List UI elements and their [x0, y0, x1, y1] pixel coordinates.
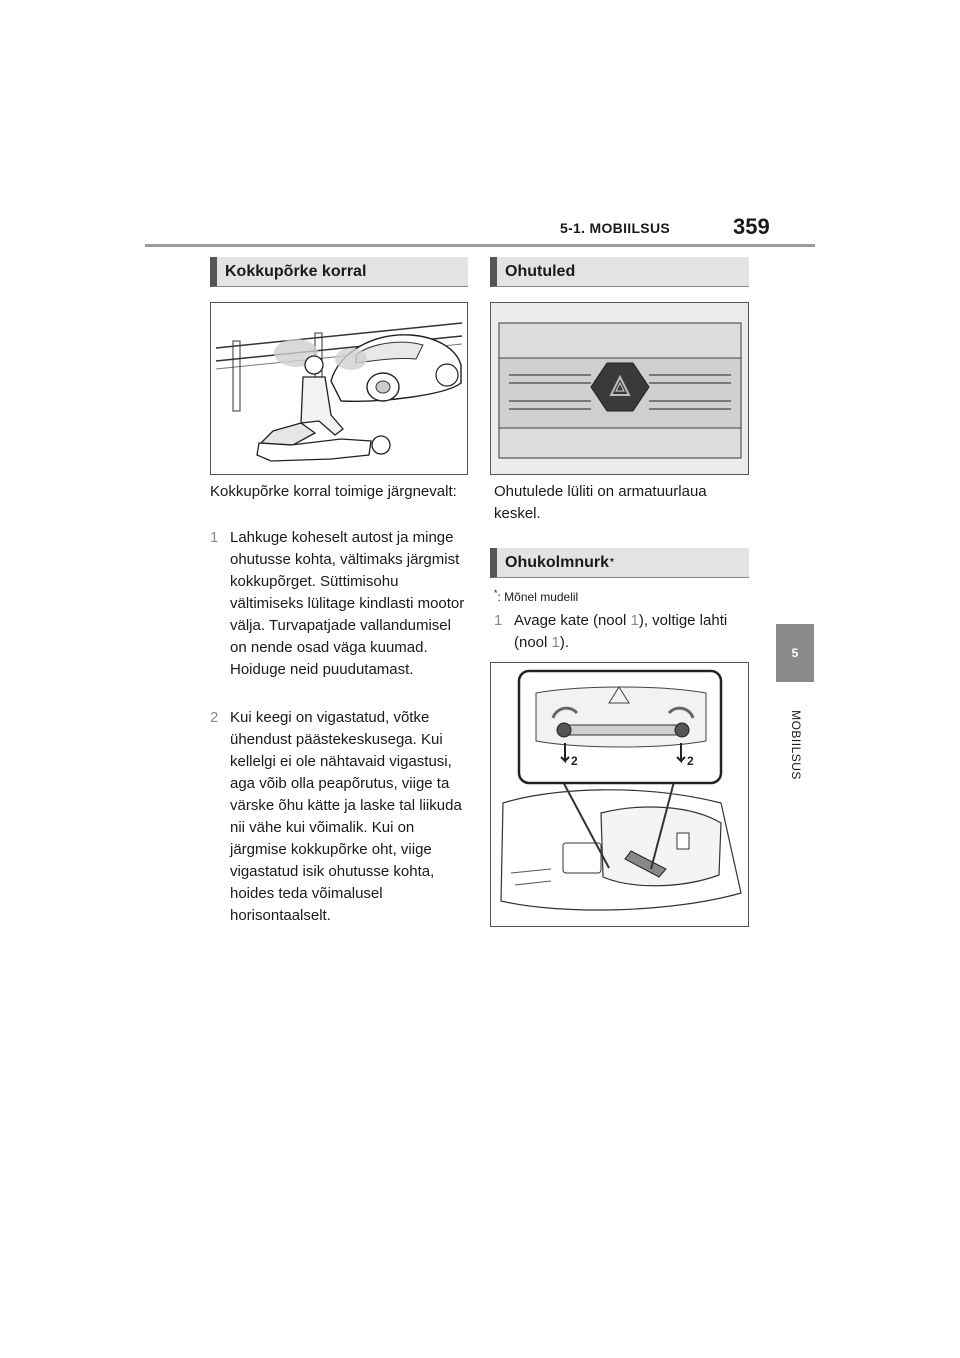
heading-hazard-lights	[490, 257, 749, 287]
footnote-text: : Mõnel mudelil	[497, 590, 579, 604]
heading-collision-text: Kokkupõrke korral	[225, 262, 367, 280]
section-label: 5-1. MOBIILSUS	[560, 220, 670, 236]
collision-step-1	[210, 527, 466, 681]
heading-warning-triangle	[490, 548, 749, 578]
hazard-description: Ohutulede lüliti on armatuurlaua keskel.	[494, 483, 707, 522]
collision-intro: Kokkupõrke korral toimige järgnevalt:	[210, 483, 457, 500]
hazard-switch-illustration	[490, 302, 749, 475]
chapter-tab: 5	[776, 624, 814, 682]
heading-warning-triangle-text: Ohukolmnurk	[505, 553, 610, 571]
heading-hazard-lights-text: Ohutuled	[505, 262, 576, 280]
warning-triangle-illustration	[490, 662, 749, 927]
triangle-step-1	[494, 610, 750, 654]
arrow-ref-2: 1	[551, 634, 560, 651]
step-number: 1	[210, 529, 219, 546]
collision-step-2	[210, 707, 466, 927]
chapter-side-label	[766, 700, 826, 790]
step-number: 2	[210, 709, 219, 726]
footnote	[494, 588, 750, 604]
step-text: Kui keegi on vigastatud, võtke ühendust päästekeskusega. Kui kellelgi ei ole nähtavaid vigastusi, aga võib olla peapõrutus, viige ta värske õhu kätte ja laske tal liikuda nii vähe kui võimalik. Kui on järgmise kokkupõrke oht, viige vigastatud isik ohutusse kohta, hoides teda võimalusel horisontaalselt.	[230, 709, 462, 924]
asterisk-mark: *	[610, 557, 614, 568]
collision-illustration	[210, 302, 468, 475]
chapter-side-label-text: MOBIILSUS	[789, 710, 803, 780]
footnote-mark: *	[494, 588, 498, 598]
figure-callout-2b: 2	[687, 754, 694, 768]
step-text: Lahkuge koheselt autost ja minge ohutusse kohta, vältimaks järgmist kokkupõrget. Süttimisohu vältimiseks lülitage kindlasti mootor välja. Turvapatjade vallandumisel on nende osad väga kuumad. Hoiduge neid puudutamast.	[230, 529, 465, 678]
heading-collision	[210, 257, 468, 287]
arrow-ref-1: 1	[630, 612, 639, 629]
step-text: Avage kate (nool 1), voltige lahti (nool 1).	[514, 612, 728, 651]
header-divider	[145, 244, 815, 247]
page-number: 359	[733, 214, 770, 239]
step-number: 1	[494, 612, 503, 629]
figure-callout-2a: 2	[571, 754, 578, 768]
